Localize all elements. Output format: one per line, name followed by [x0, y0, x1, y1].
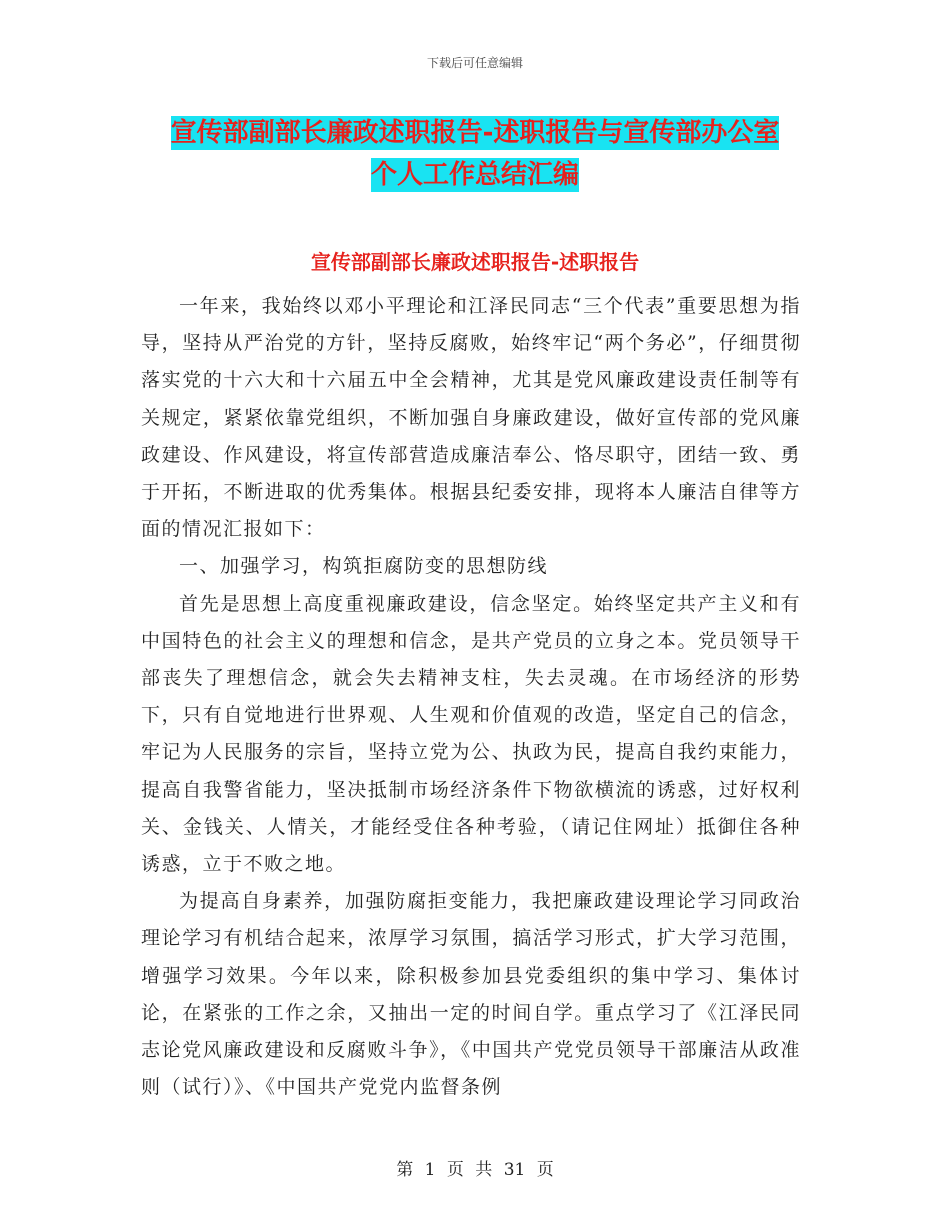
document-title-text-2: 个人工作总结汇编 [370, 160, 579, 190]
paragraph-belief: 首先是思想上高度重视廉政建设，信念坚定。始终坚定共产主义和有中国特色的社会主义的理想和信念，是共产党员的立身之本。党员领导干部丧失了理想信念，就会失去精神支柱，失去灵魂。在市场经济的形势下，只有自觉地进行世界观、人生观和价值观的改造，坚定自己的信念，牢记为人民服务的宗旨，坚持立党为公、执政为民，提高自我约束能力，提高自我警省能力，坚决抵制市场经济条件下物欲横流的诱惑，过好权利关、金钱关、人情关，才能经受住各种考验，（请记住网址）抵御住各种诱惑，立于不败之地。 [141, 592, 801, 876]
document-title-line-2 [0, 154, 950, 196]
document-title-line-1 [0, 112, 950, 154]
paragraph-intro: 一年来，我始终以邓小平理论和江泽民同志“三个代表”重要思想为指导，坚持从严治党的方针，坚持反腐败，始终牢记“两个务必”，仔细贯彻落实党的十六大和十六届五中全会精神，尤其是党风廉政建设责任制等有关规定，紧紧依靠党组织，不断加强自身廉政建设，做好宣传部的党风廉政建设、作风建设，将宣传部营造成廉洁奉公、恪尽职守，团结一致、勇于开拓，不断进取的优秀集体。根据县纪委安排，现将本人廉洁自律等方面的情况汇报如下： [141, 295, 801, 541]
document-title-text-1: 宣传部副部长廉政述职报告-述职报告与宣传部办公室 [170, 118, 780, 148]
paragraph-study: 为提高自身素养，加强防腐拒变能力，我把廉政建设理论学习同政治理论学习有机结合起来，浓厚学习氛围，搞活学习形式，扩大学习范围，增强学习效果。今年以来，除积极参加县党委组织的集中学习、集体讨论，在紧张的工作之余，又抽出一定的时间自学。重点学习了《江泽民同志论党风廉政建设和反腐败斗争》，《中国共产党党员领导干部廉洁从政准则（试行）》、《中国共产党党内监督条例 [141, 890, 801, 1099]
page-footer: 第 1 页 共 31 页 [396, 1160, 554, 1180]
section-title: 宣传部副部长廉政述职报告-述职报告 [310, 250, 640, 274]
paragraph-heading-1: 一、加强学习，构筑拒腐防变的思想防线 [179, 555, 549, 578]
page-header-note: 下载后可任意编辑 [426, 56, 523, 70]
body-text [141, 288, 801, 1106]
